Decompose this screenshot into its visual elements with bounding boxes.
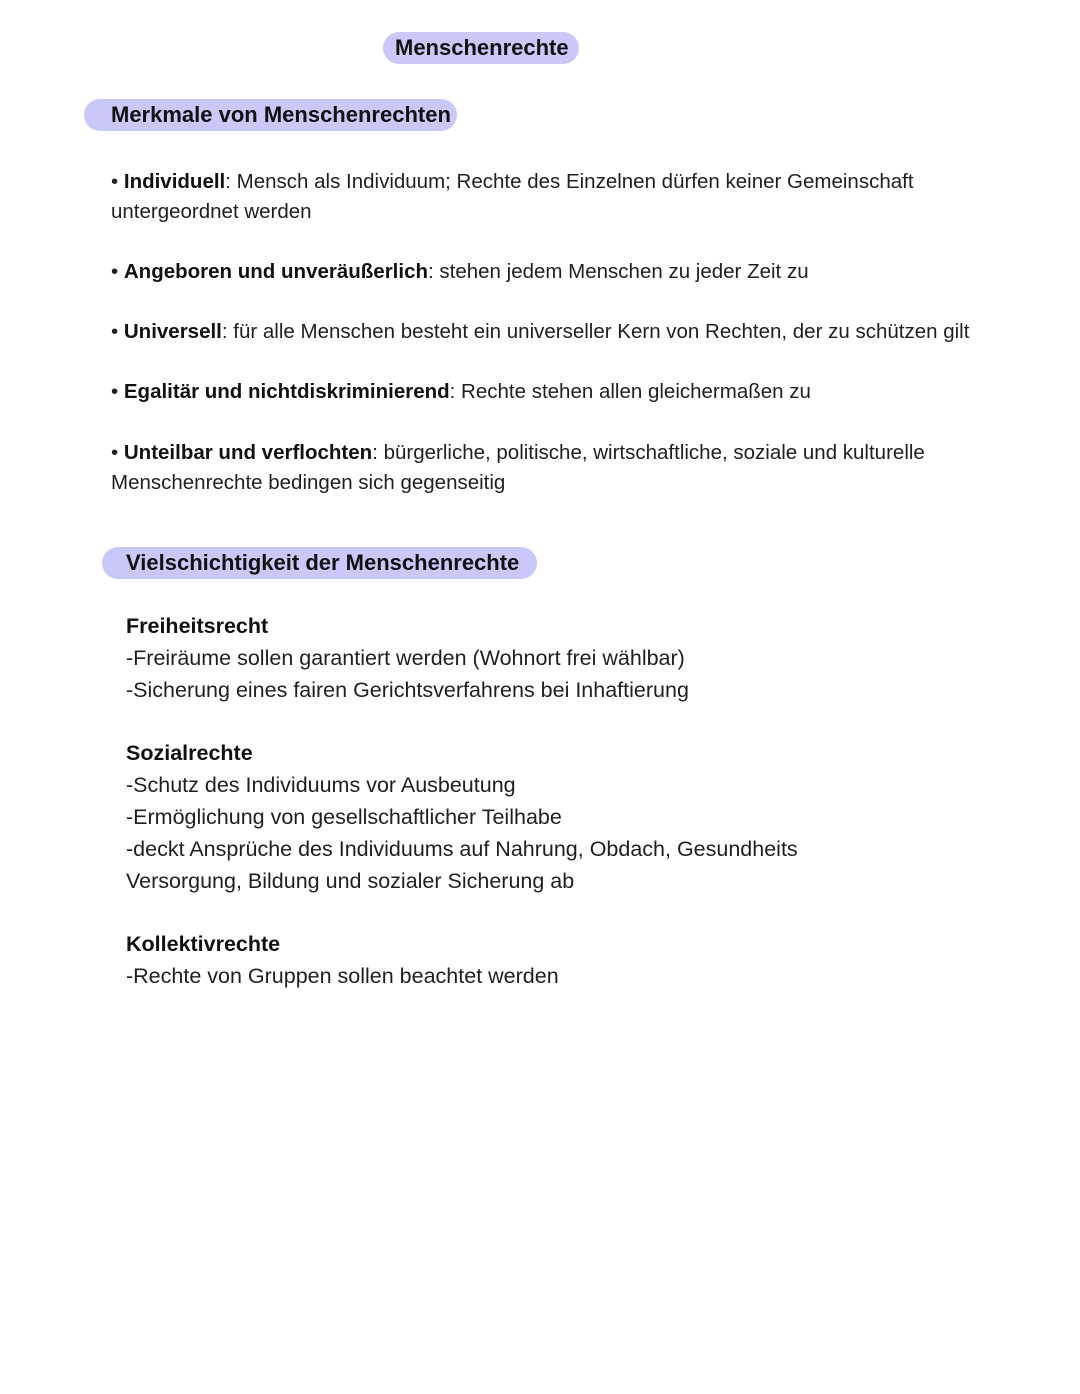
group-title: Kollektivrechte (126, 932, 281, 956)
list-item-term: Universell (123, 320, 222, 343)
list-item: • Angeboren und unveräußerlich: stehen jedem Menschen zu jeder Zeit zu (111, 260, 809, 283)
list-item-term: Egalitär und nichtdiskriminierend (123, 380, 450, 403)
group-line: Versorgung, Bildung und sozialer Sicherung ab (126, 869, 575, 893)
list-item-term: Unteilbar und verflochten (123, 441, 373, 464)
group-title: Sozialrechte (126, 741, 253, 765)
list-item: • Individuell: Mensch als Individuum; Rechte des Einzelnen dürfen keiner Gemeinschaft untergeordnet werden (111, 170, 914, 223)
list-item-term: Angeboren und unveräußerlich (123, 260, 428, 283)
page-title: Menschenrechte (383, 32, 579, 64)
rights-group-freiheitsrecht (126, 610, 689, 706)
rights-group-sozialrechte (126, 737, 798, 897)
list-item-continuation: untergeordnet werden (111, 200, 312, 223)
list-item-text: Mensch als Individuum; Rechte des Einzelnen dürfen keiner Gemeinschaft (230, 170, 914, 193)
list-item-text: Rechte stehen allen gleichermaßen zu (455, 380, 811, 403)
group-line: -Schutz des Individuums vor Ausbeutung (126, 773, 516, 797)
group-line: -Sicherung eines fairen Gerichtsverfahrens bei Inhaftierung (126, 678, 689, 702)
section-heading-vielschichtigkeit: Vielschichtigkeit der Menschenrechte (102, 547, 537, 579)
list-item-term: Individuell (123, 170, 226, 193)
list-item-text: für alle Menschen besteht ein universeller Kern von Rechten, der zu schützen gilt (227, 320, 970, 343)
list-item: • Egalitär und nichtdiskriminierend: Rechte stehen allen gleichermaßen zu (111, 380, 811, 403)
list-item-text: stehen jedem Menschen zu jeder Zeit zu (433, 260, 809, 283)
group-line: -deckt Ansprüche des Individuums auf Nahrung, Obdach, Gesundheits (126, 837, 798, 861)
group-line: -Freiräume sollen garantiert werden (Wohnort frei wählbar) (126, 646, 685, 670)
list-item: • Universell: für alle Menschen besteht ein universeller Kern von Rechten, der zu schützen gilt (111, 320, 970, 343)
section-heading-merkmale: Merkmale von Menschenrechten (84, 99, 457, 131)
group-line: -Rechte von Gruppen sollen beachtet werden (126, 964, 559, 988)
list-item: • Unteilbar und verflochten: bürgerliche, politische, wirtschaftliche, soziale und kulturelle Menschenrechte bedingen sich gegenseitig (111, 441, 925, 494)
rights-group-kollektivrechte (126, 928, 559, 992)
list-item-text: bürgerliche, politische, wirtschaftliche, soziale und kulturelle (377, 441, 925, 464)
list-item-continuation: Menschenrechte bedingen sich gegenseitig (111, 471, 506, 494)
group-line: -Ermöglichung von gesellschaftlicher Teilhabe (126, 805, 562, 829)
group-title: Freiheitsrecht (126, 614, 269, 638)
